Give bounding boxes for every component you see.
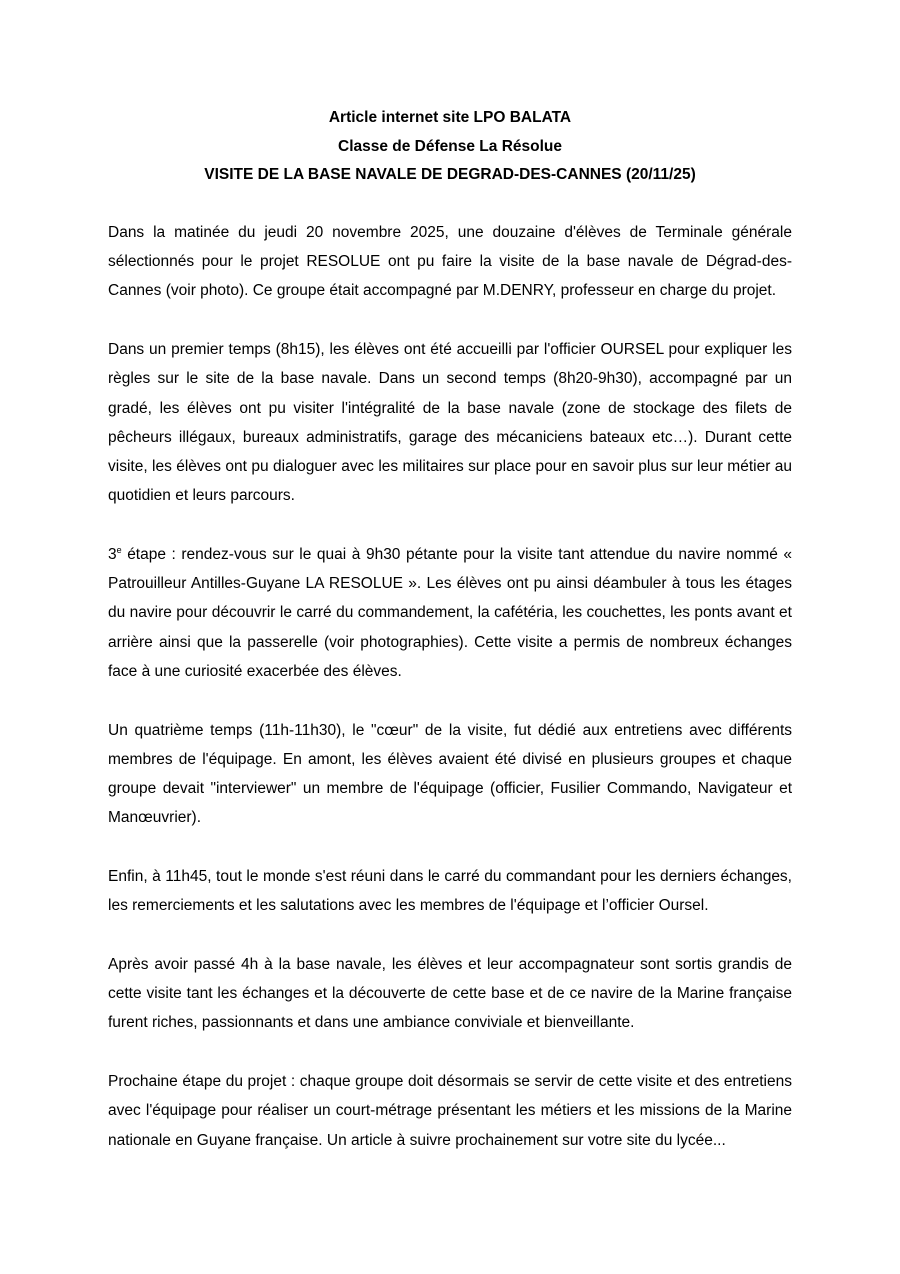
paragraph-first-stage: Dans un premier temps (8h15), les élèves ont été accueilli par l'officier OURSEL pour expliquer les règles sur le site de la base navale. Dans un second temps (8h20-9h30), accompagné par un gradé, les élèves ont pu visiter l'intégralité de la base navale (zone de stockage des filets de pêcheurs illégaux, bureaux administratifs, garage des mécaniciens bateaux etc…). Durant cette visite, les élèves ont pu dialoguer avec les militaires sur place pour en savoir plus sur leur métier au quotidien et leurs parcours. xyxy=(108,341,792,505)
document-header xyxy=(0,104,900,190)
paragraph-intro: Dans la matinée du jeudi 20 novembre 2025, une douzaine d'élèves de Terminale générale sélectionnés pour le projet RESOLUE ont pu faire la visite de la base navale de Dégrad-des-Cannes (voir photo). Ce groupe était accompagné par M.DENRY, professeur en charge du projet. xyxy=(108,224,792,300)
header-title-line-3: VISITE DE LA BASE NAVALE DE DEGRAD-DES-CANNES (20/11/25) xyxy=(204,166,696,183)
header-title-line-1: Article internet site LPO BALATA xyxy=(328,109,572,126)
paragraph-third-stage xyxy=(108,540,792,686)
stage-ordinal-suffix: e xyxy=(116,545,122,556)
header-title-line-2: Classe de Défense La Résolue xyxy=(338,137,562,155)
paragraph-fourth-stage: Un quatrième temps (11h-11h30), le "cœur" de la visite, fut dédié aux entretiens avec différents membres de l'équipage. En amont, les élèves avaient été divisé en plusieurs groupes et chaque groupe devait "interviewer" un membre de l'équipage (officier, Fusilier Commando, Navigateur et Manœuvrier). xyxy=(108,721,792,827)
paragraph-next-step: Prochaine étape du projet : chaque groupe doit désormais se servir de cette visite et des entretiens avec l'équipage pour réaliser un court-métrage présentant les métiers et les missions de la Marine nationale en Guyane française. Un article à suivre prochainement sur votre site du lycée... xyxy=(108,1073,792,1149)
paragraph-final-meeting: Enfin, à 11h45, tout le monde s'est réuni dans le carré du commandant pour les derniers échanges, les remerciements et les salutations avec les membres de l'équipage et l’officier Oursel. xyxy=(108,868,792,915)
paragraph-conclusion: Après avoir passé 4h à la base navale, les élèves et leur accompagnateur sont sortis grandis de cette visite tant les échanges et la découverte de cette base et de ce navire de la Marine française furent riches, passionnants et dans une ambiance conviviale et bienveillante. xyxy=(108,956,792,1032)
stage-number: 3 xyxy=(108,546,117,564)
article-body xyxy=(108,218,792,1155)
paragraph-third-stage-text: étape : rendez-vous sur le quai à 9h30 pétante pour la visite tant attendue du navire nommé « Patrouilleur Antilles-Guyane LA RESOLUE ». Les élèves ont pu ainsi déambuler à tous les étages du navire pour découvrir le carré du commandement, la cafétéria, les couchettes, les ponts avant et arrière ainsi que la passerelle (voir photographies). Cette visite a permis de nombreux échanges face à une curiosité exacerbée des élèves. xyxy=(108,546,792,680)
